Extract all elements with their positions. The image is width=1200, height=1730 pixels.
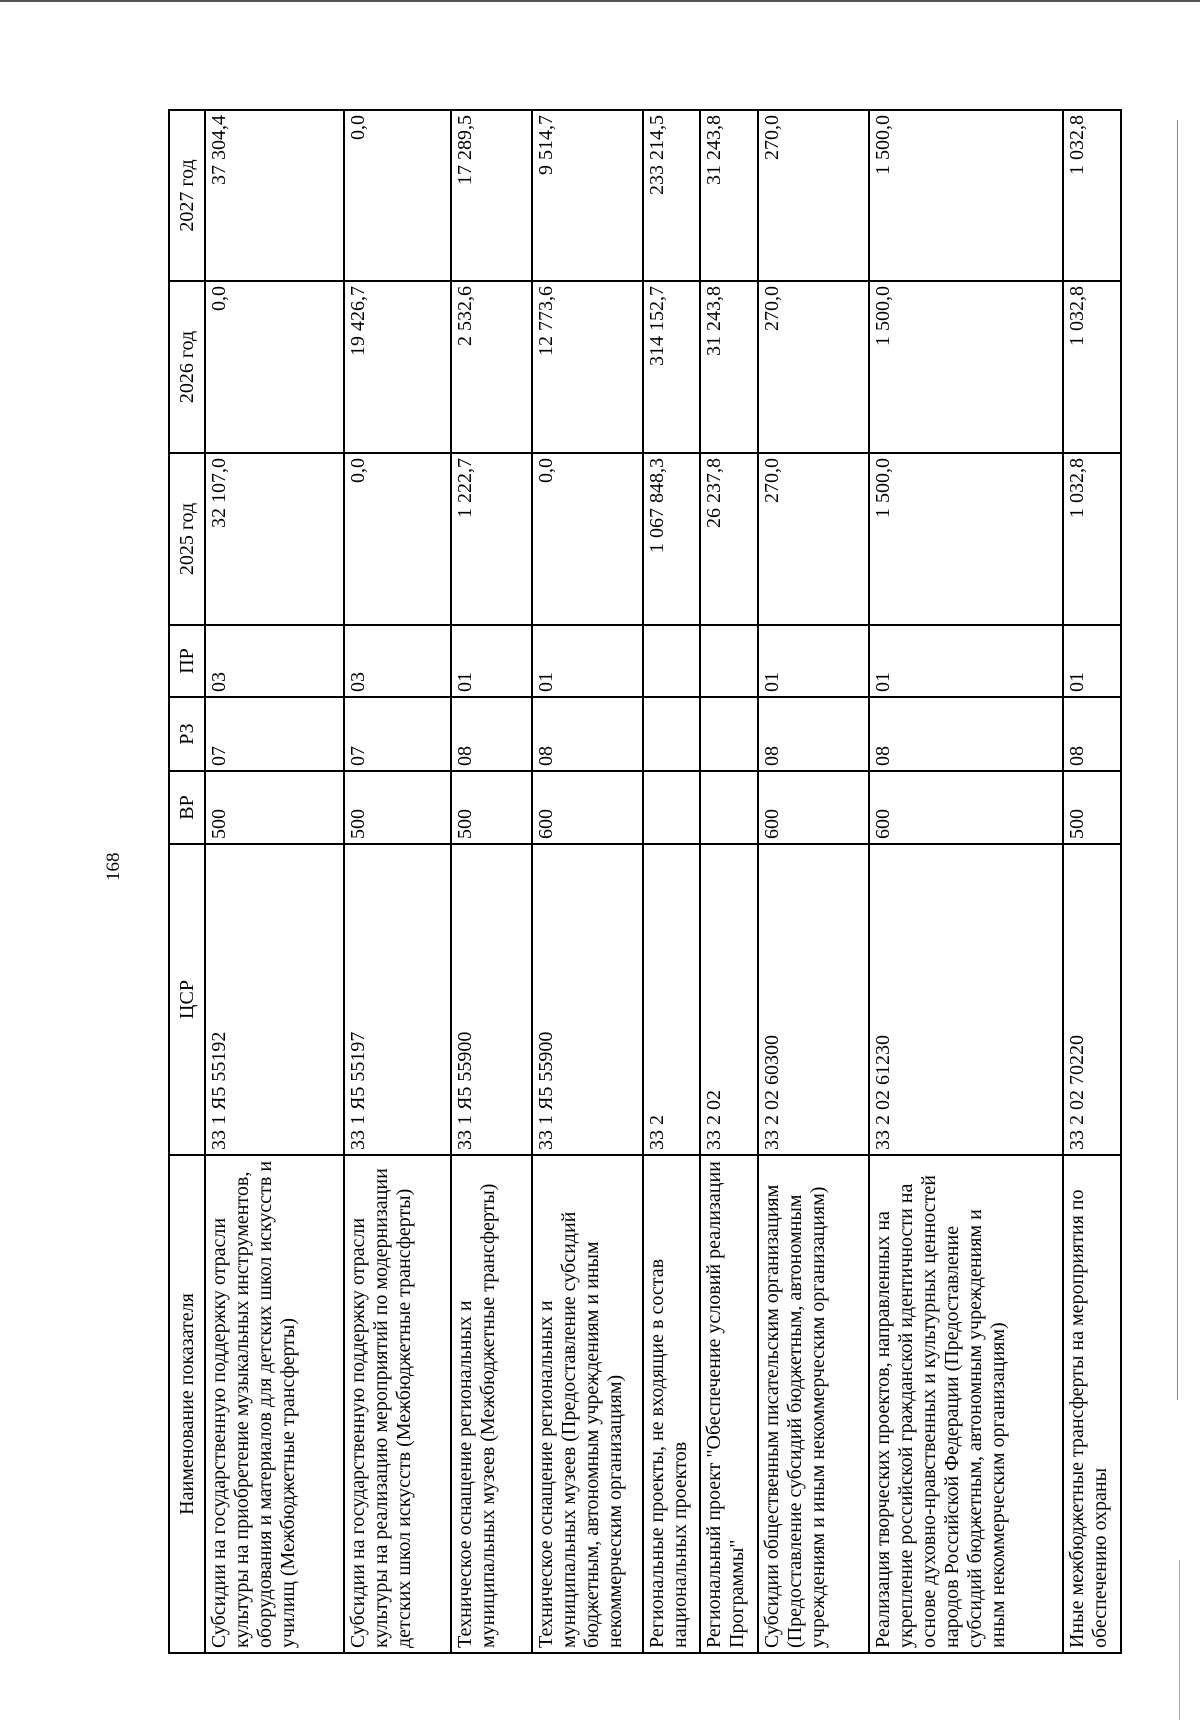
table-row (532, 110, 643, 1653)
row-vr (700, 771, 758, 844)
row-csr: 33 1 Я5 55900 (532, 844, 643, 1155)
header-name: Наименование показателя (169, 1155, 205, 1653)
row-csr: 33 1 Я5 55192 (205, 844, 344, 1155)
scan-edge-line (1177, 120, 1178, 1400)
row-vr: 600 (869, 771, 1063, 844)
row-2025: 26 237,8 (700, 453, 758, 625)
row-name: Техническое оснащение региональных и муниципальных музеев (Межбюджетные трансферты) (451, 1155, 532, 1653)
row-name: Иные межбюджетные трансферты на мероприятия по обеспечению охраны (1063, 1155, 1121, 1653)
row-2026: 314 152,7 (643, 281, 701, 453)
row-pr: 01 (532, 625, 643, 697)
row-csr: 33 2 (643, 844, 701, 1155)
row-csr: 33 1 Я5 55900 (451, 844, 532, 1155)
row-2027: 1 032,8 (1063, 110, 1121, 281)
table-row (205, 110, 344, 1653)
table-row (1063, 110, 1121, 1653)
row-2027: 17 289,5 (451, 110, 532, 281)
row-rz: 08 (758, 697, 869, 771)
row-2027: 0,0 (344, 110, 451, 281)
row-name: Субсидии на государственную поддержку отрасли культуры на приобретение музыкальных инструментов, оборудования и материалов для детских школ искусств и училищ (Межбюджетные трансферты) (205, 1155, 344, 1653)
row-2025: 1 222,7 (451, 453, 532, 625)
row-pr: 01 (1063, 625, 1121, 697)
row-rz: 07 (344, 697, 451, 771)
header-2025: 2025 год (169, 453, 205, 625)
row-vr: 600 (758, 771, 869, 844)
row-csr: 33 2 02 70220 (1063, 844, 1121, 1155)
row-2026: 2 532,6 (451, 281, 532, 453)
row-2026: 19 426,7 (344, 281, 451, 453)
row-2026: 1 032,8 (1063, 281, 1121, 453)
row-pr (700, 625, 758, 697)
row-2025: 32 107,0 (205, 453, 344, 625)
row-name: Субсидии на государственную поддержку отрасли культуры на реализацию мероприятий по модернизации детских школ искусств (Межбюджетные трансферты) (344, 1155, 451, 1653)
table-row (344, 110, 451, 1653)
header-2026: 2026 год (169, 281, 205, 453)
row-vr: 500 (205, 771, 344, 844)
row-2026: 31 243,8 (700, 281, 758, 453)
row-vr: 500 (1063, 771, 1121, 844)
row-vr: 500 (344, 771, 451, 844)
row-pr: 01 (869, 625, 1063, 697)
row-rz: 08 (1063, 697, 1121, 771)
row-name: Реализация творческих проектов, направленных на укрепление российской гражданской идентичности на основе духовно-нравственных и культурных ценностей народов Российской Федерации (Предоставление субсидий бюджетным, автономным учреждениям и иным некоммерческим организациям) (869, 1155, 1063, 1653)
table-row (700, 110, 758, 1653)
row-2025: 0,0 (344, 453, 451, 625)
budget-table (168, 109, 1122, 1654)
row-rz: 08 (532, 697, 643, 771)
header-rz: РЗ (169, 697, 205, 771)
row-2025: 1 500,0 (869, 453, 1063, 625)
header-vr: ВР (169, 771, 205, 844)
row-vr: 600 (532, 771, 643, 844)
row-name: Техническое оснащение региональных и муниципальных музеев (Предоставление субсидий бюджетным, автономным учреждениям и иным некоммерческим организациям) (532, 1155, 643, 1653)
scan-top-edge (0, 0, 1200, 2)
header-2027: 2027 год (169, 110, 205, 281)
rotated-table-container (168, 111, 1122, 1654)
row-vr: 500 (451, 771, 532, 844)
row-pr: 01 (451, 625, 532, 697)
row-2027: 31 243,8 (700, 110, 758, 281)
row-2027: 37 304,4 (205, 110, 344, 281)
row-name: Региональные проекты, не входящие в состав национальных проектов (643, 1155, 701, 1653)
row-vr (643, 771, 701, 844)
row-2026: 1 500,0 (869, 281, 1063, 453)
row-2025: 270,0 (758, 453, 869, 625)
table-row (869, 110, 1063, 1653)
table-header-row (169, 110, 205, 1653)
table-row (643, 110, 701, 1653)
row-rz (643, 697, 701, 771)
row-pr: 03 (205, 625, 344, 697)
row-2027: 1 500,0 (869, 110, 1063, 281)
row-csr: 33 2 02 60300 (758, 844, 869, 1155)
row-csr: 33 2 02 (700, 844, 758, 1155)
page-number: 168 (103, 852, 124, 882)
row-2027: 270,0 (758, 110, 869, 281)
scan-edge-line-lower (1179, 1560, 1180, 1720)
table-row (758, 110, 869, 1653)
row-2026: 270,0 (758, 281, 869, 453)
row-csr: 33 1 Я5 55197 (344, 844, 451, 1155)
row-2026: 0,0 (205, 281, 344, 453)
row-rz (700, 697, 758, 771)
row-csr: 33 2 02 61230 (869, 844, 1063, 1155)
row-name: Региональный проект "Обеспечение условий реализации Программы" (700, 1155, 758, 1653)
row-rz: 08 (869, 697, 1063, 771)
row-2025: 1 032,8 (1063, 453, 1121, 625)
row-rz: 07 (205, 697, 344, 771)
row-pr: 03 (344, 625, 451, 697)
header-pr: ПР (169, 625, 205, 697)
row-pr: 01 (758, 625, 869, 697)
row-rz: 08 (451, 697, 532, 771)
table-row (451, 110, 532, 1653)
header-csr: ЦСР (169, 844, 205, 1155)
row-pr (643, 625, 701, 697)
row-2027: 9 514,7 (532, 110, 643, 281)
row-2026: 12 773,6 (532, 281, 643, 453)
row-2027: 233 214,5 (643, 110, 701, 281)
row-2025: 1 067 848,3 (643, 453, 701, 625)
row-name: Субсидии общественным писательским организациям (Предоставление субсидий бюджетным, автономным учреждениям и иным некоммерческим организациям) (758, 1155, 869, 1653)
row-2025: 0,0 (532, 453, 643, 625)
